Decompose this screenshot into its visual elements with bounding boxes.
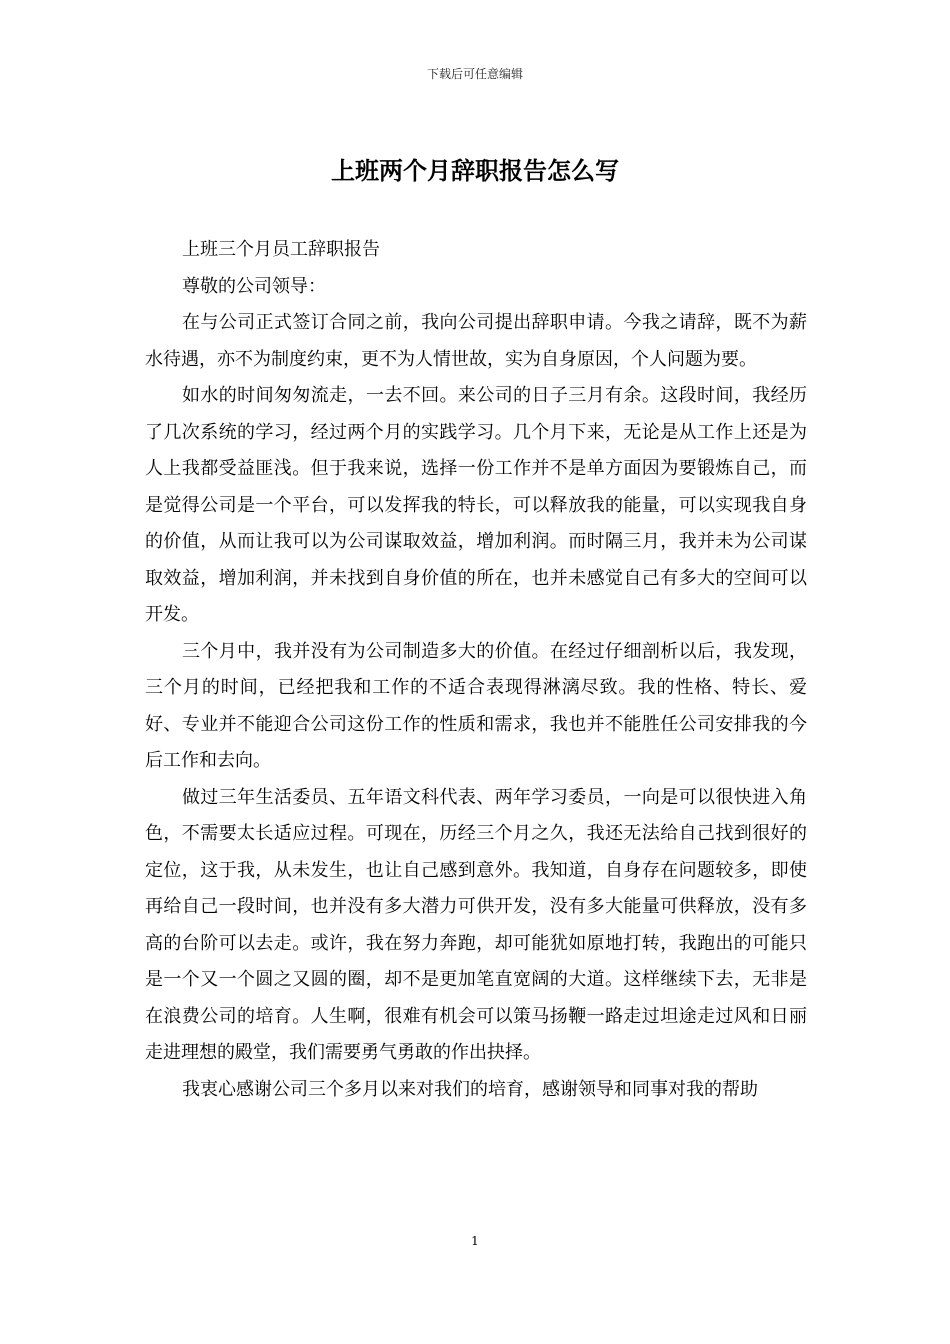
paragraph: 做过三年生活委员、五年语文科代表、两年学习委员，一向是可以很快进入角色，不需要太长适应过程。可现在，历经三个月之久，我还无法给自己找到很好的定位，这于我，从未发生，也让自己感到意外。我知道，自身存在问题较多，即使再给自己一段时间，也并没有多大潜力可供开发，没有多大能量可供释放，没有多高的台阶可以去走。或许，我在努力奔跑，却可能犹如原地打转，我跑出的可能只是一个又一个圆之又圆的圈，却不是更加笔直宽阔的大道。这样继续下去，无非是在浪费公司的培育。人生啊，很难有机会可以策马扬鞭一路走过坦途走过风和日丽走进理想的殿堂，我们需要勇气勇敢的作出抉择。: [145, 786, 807, 1063]
paragraph: 三个月中，我并没有为公司制造多大的价值。在经过仔细剖析以后，我发现，三个月的时间，已经把我和工作的不适合表现得淋漓尽致。我的性格、特长、爱好、专业并不能迎合公司这份工作的性质和需求，我也并不能胜任公司安排我的今后工作和去向。: [145, 640, 807, 771]
page-number: 1: [471, 1234, 479, 1248]
document-title: 上班两个月辞职报告怎么写: [331, 156, 619, 185]
document-body: [145, 232, 807, 1108]
paragraph: 如水的时间匆匆流走，一去不回。来公司的日子三月有余。这段时间，我经历了几次系统的学习，经过两个月的实践学习。几个月下来，无论是从工作上还是为人上我都受益匪浅。但于我来说，选择一份工作并不是单方面因为要锻炼自己，而是觉得公司是一个平台，可以发挥我的特长，可以释放我的能量，可以实现我自身的价值，从而让我可以为公司谋取效益，增加利润。而时隔三月，我并未为公司谋取效益，增加利润，并未找到自身价值的所在，也并未感觉自己有多大的空间可以开发。: [145, 385, 807, 625]
paragraph: 我衷心感谢公司三个多月以来对我们的培育，感谢领导和同事对我的帮助: [182, 1078, 758, 1100]
paragraph-subtitle: 上班三个月员工辞职报告: [182, 239, 380, 260]
paragraph: 在与公司正式签订合同之前，我向公司提出辞职申请。今我之请辞，既不为薪水待遇，亦不为制度约束，更不为人情世故，实为自身原因，个人问题为要。: [145, 312, 807, 370]
page-header: 下载后可任意编辑: [426, 67, 523, 81]
paragraph-salutation: 尊敬的公司领导：: [182, 275, 326, 297]
